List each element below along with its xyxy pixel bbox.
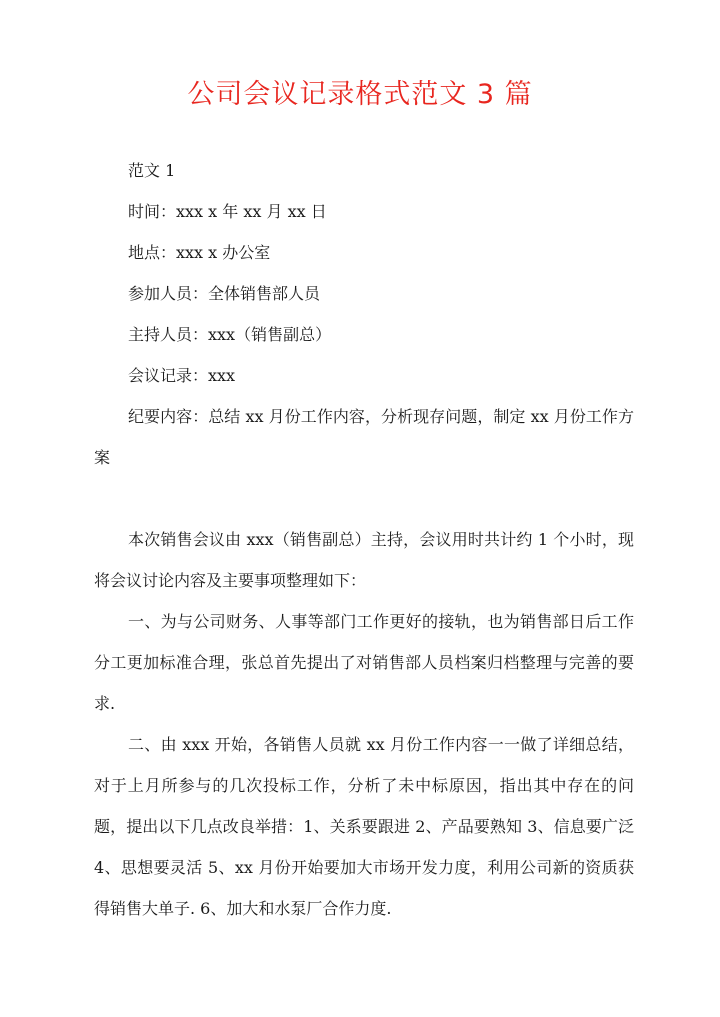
paragraph-intro: 本次销售会议由 xxx（销售副总）主持，会议用时共计约 1 个小时，现将会议讨论内容及主要事项整理如下： bbox=[94, 530, 634, 590]
paragraph-item-2: 二、由 xxx 开始，各销售人员就 xx 月份工作内容一一做了详细总结，对于上月所参与的几次投标工作，分析了未中标原因，指出其中存在的问题，提出以下几点改良举措：1、关系要跟进 2、产品要熟知 3、信息要广泛 4、思想要灵活 5、xx 月份开始要加大市场开发力度，利用公司新的资质获得销售大单子. 6、加大和水泵厂合作力度. bbox=[94, 735, 634, 918]
meeting-recorder: 会议记录：xxx bbox=[128, 366, 236, 385]
document-title: 公司会议记录格式范文 3 篇 bbox=[187, 79, 533, 110]
meeting-attendees: 参加人员：全体销售部人员 bbox=[128, 284, 321, 303]
meeting-host: 主持人员：xxx（销售副总） bbox=[128, 325, 332, 344]
document-body bbox=[94, 150, 634, 929]
paragraph-item-1: 一、为与公司财务、人事等部门工作更好的接轨，也为销售部日后工作分工更加标准合理，张总首先提出了对销售部人员档案归档整理与完善的要求. bbox=[94, 612, 634, 713]
meeting-time: 时间：xxx x 年 xx 月 xx 日 bbox=[128, 202, 327, 221]
meeting-location: 地点：xxx x 办公室 bbox=[128, 243, 271, 262]
meeting-summary: 纪要内容：总结 xx 月份工作内容，分析现存问题，制定 xx 月份工作方案 bbox=[94, 407, 634, 467]
paragraph-spacer bbox=[94, 478, 634, 519]
sample-heading: 范文 1 bbox=[128, 161, 176, 180]
